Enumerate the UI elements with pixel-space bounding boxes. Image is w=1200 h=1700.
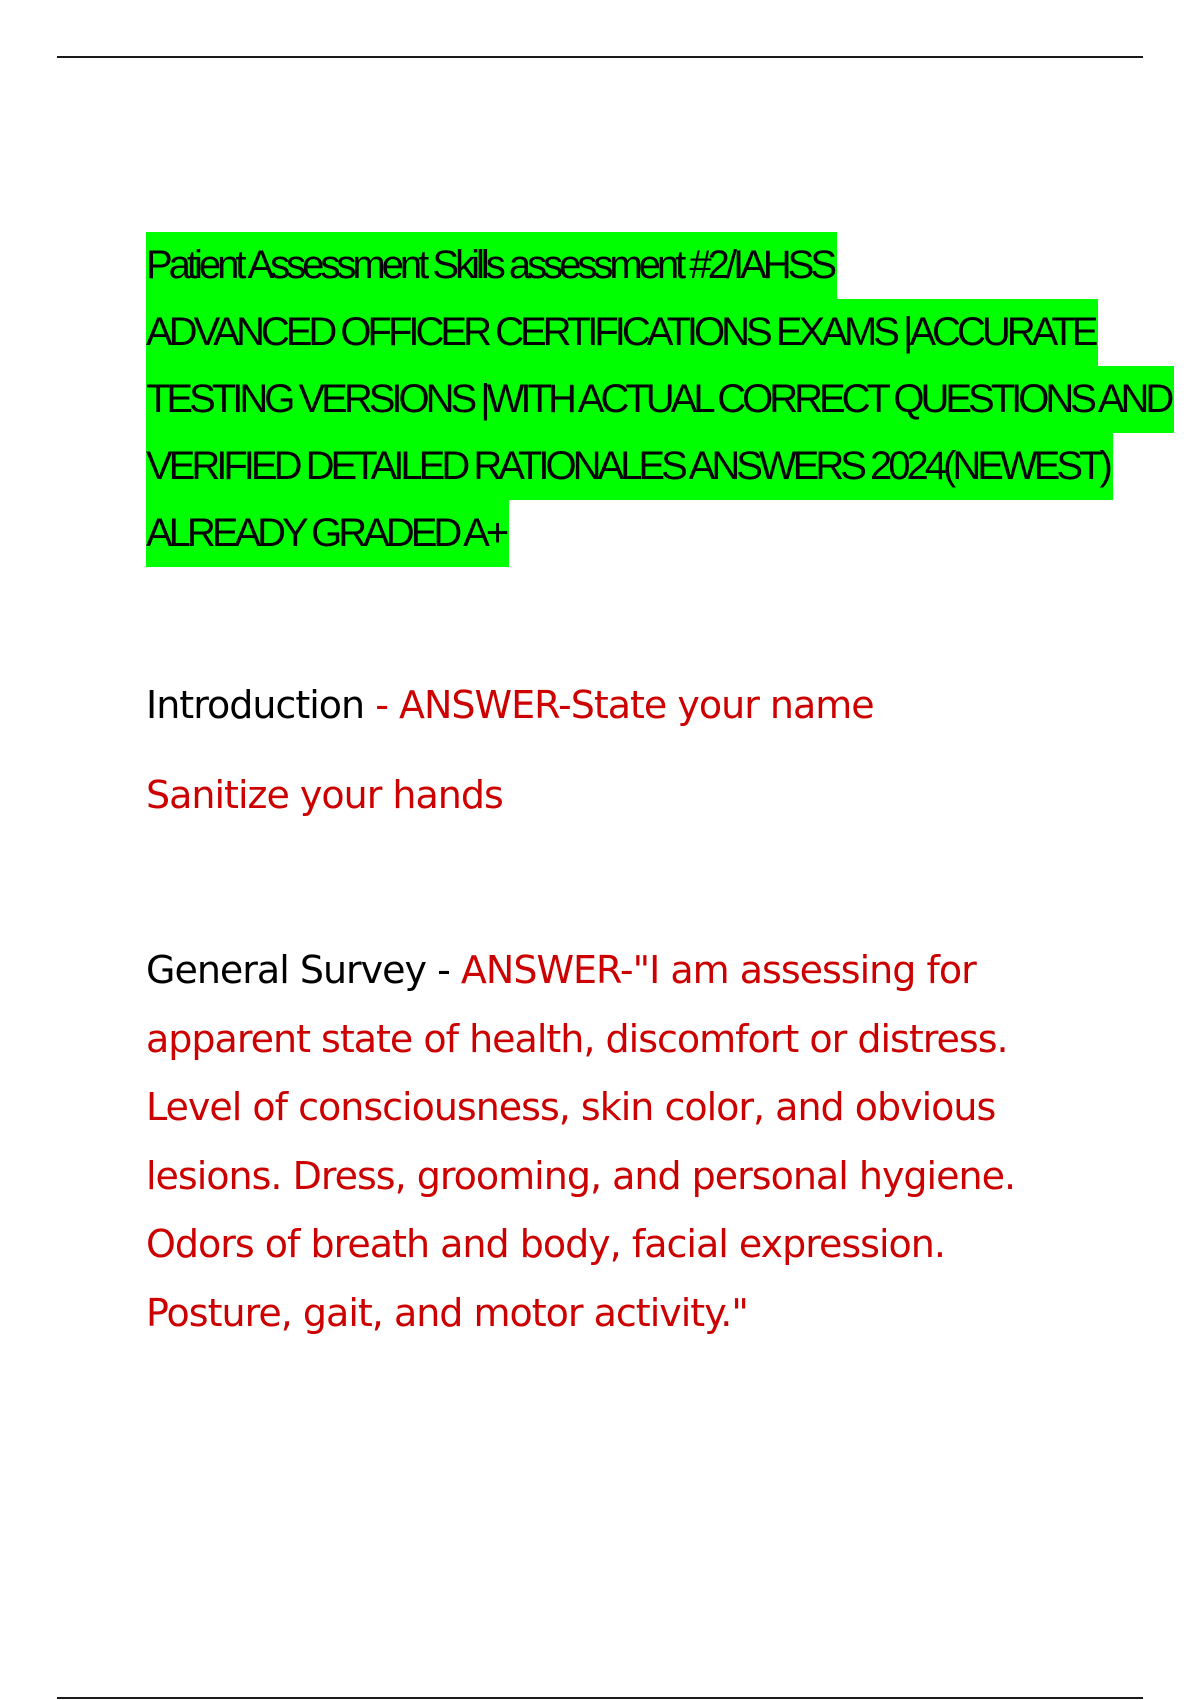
header-rule: [57, 56, 1143, 58]
title-line-4: VERIFIED DETAILED RATIONALES ANSWERS 2024(NEWEST): [146, 433, 1146, 500]
qa-separator: -: [426, 948, 461, 992]
question-introduction: Introduction: [146, 683, 365, 727]
answer-general-survey: ANSWER-"I am assessing for apparent state of health, discomfort or distress. Level of consciousness, skin color, and obvious lesions. Dress, grooming, and personal hygiene. Odors of breath and body, facial expression. Posture, gait, and motor activity.": [146, 948, 1016, 1335]
answer-introduction: - ANSWER-State your name: [375, 683, 874, 727]
footer-rule: [57, 1697, 1143, 1699]
answer-introduction-continued: Sanitize your hands: [146, 773, 503, 817]
title-line-3: TESTING VERSIONS |WITH ACTUAL CORRECT QUESTIONS AND: [146, 366, 1146, 433]
title-line-1: Patient Assessment Skills assessment #2/IAHSS: [146, 232, 1146, 299]
qa-introduction: [146, 671, 1096, 740]
qa-general-survey: [146, 936, 1096, 1347]
question-general-survey: General Survey: [146, 948, 427, 992]
title-line-2: ADVANCED OFFICER CERTIFICATIONS EXAMS |ACCURATE: [146, 299, 1146, 366]
document-title: [146, 232, 1171, 567]
title-line-5: ALREADY GRADED A+: [146, 500, 1146, 567]
